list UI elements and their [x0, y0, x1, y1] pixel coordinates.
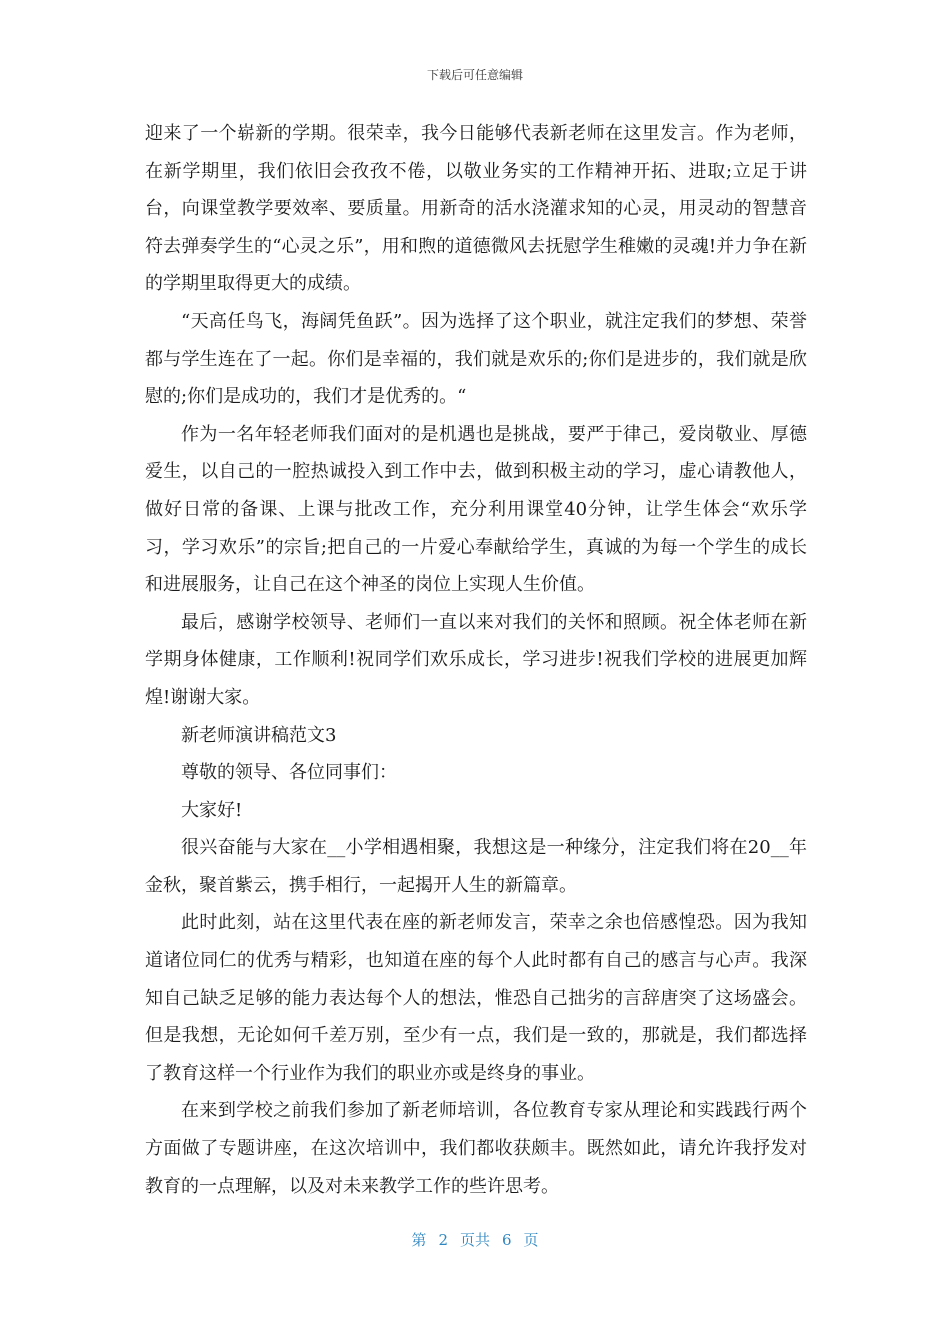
paragraph: 在来到学校之前我们参加了新老师培训，各位教育专家从理论和实践践行两个方面做了专题讲座，在这次培训中，我们都收获颇丰。既然如此，请允许我抒发对教育的一点理解，以及对未来教学工作的些许思考。	[145, 1100, 807, 1197]
page-footer	[0, 1229, 950, 1250]
footer-page-number: 2	[438, 1231, 448, 1249]
greeting: 大家好!	[181, 799, 243, 821]
paragraph: 作为一名年轻老师我们面对的是机遇也是挑战，要严于律己，爱岗敬业、厚德爱生，以自己的一腔热诚投入到工作中去，做到积极主动的学习，虚心请教他人，做好日常的备课、上课与批改工作，充分利用课堂40分钟，让学生体会“欢乐学习，学习欢乐”的宗旨;把自己的一片爱心奉献给学生，真诚的为每一个学生的成长和进展服务，让自己在这个神圣的岗位上实现人生价值。	[145, 423, 807, 596]
section-title: 新老师演讲稿范文3	[181, 724, 337, 746]
paragraph: 最后，感谢学校领导、老师们一直以来对我们的关怀和照顾。祝全体老师在新学期身体健康，工作顺利!祝同学们欢乐成长，学习进步!祝我们学校的进展更加辉煌!谢谢大家。	[145, 611, 807, 708]
footer-total-pages: 6	[502, 1231, 512, 1249]
paragraph: “天高任鸟飞，海阔凭鱼跃”。因为选择了这个职业，就注定我们的梦想、荣誉都与学生连在了一起。你们是幸福的，我们就是欢乐的;你们是进步的，我们就是欣慰的;你们是成功的，我们才是优秀的。“	[145, 310, 807, 408]
paragraph: 此时此刻，站在这里代表在座的新老师发言，荣幸之余也倍感惶恐。因为我知道诸位同仁的优秀与精彩，也知道在座的每个人此时都有自己的感言与心声。我深知自己缺乏足够的能力表达每个人的想法，惟恐自己拙劣的言辞唐突了这场盛会。但是我想，无论如何千差万别，至少有一点，我们是一致的，那就是，我们都选择了教育这样一个行业作为我们的职业亦或是终身的事业。	[145, 912, 807, 1084]
footer-middle: 页共	[459, 1231, 490, 1249]
paragraph: 很兴奋能与大家在__小学相遇相聚，我想这是一种缘分，注定我们将在20__年金秋，聚首紫云，携手相行，一起揭开人生的新篇章。	[145, 837, 807, 896]
page-header: 下载后可任意编辑	[426, 68, 523, 82]
footer-prefix: 第	[411, 1231, 427, 1249]
salutation: 尊敬的领导、各位同事们：	[181, 762, 397, 784]
footer-suffix: 页	[523, 1231, 539, 1249]
paragraph: 迎来了一个崭新的学期。很荣幸，我今日能够代表新老师在这里发言。作为老师，在新学期里，我们依旧会孜孜不倦，以敬业务实的工作精神开拓、进取;立足于讲台，向课堂教学要效率、要质量。用新奇的活水浇灌求知的心灵，用灵动的智慧音符去弹奏学生的“心灵之乐”，用和煦的道德微风去抚慰学生稚嫩的灵魂!并力争在新的学期里取得更大的成绩。	[145, 123, 807, 295]
document-body	[145, 115, 807, 1205]
